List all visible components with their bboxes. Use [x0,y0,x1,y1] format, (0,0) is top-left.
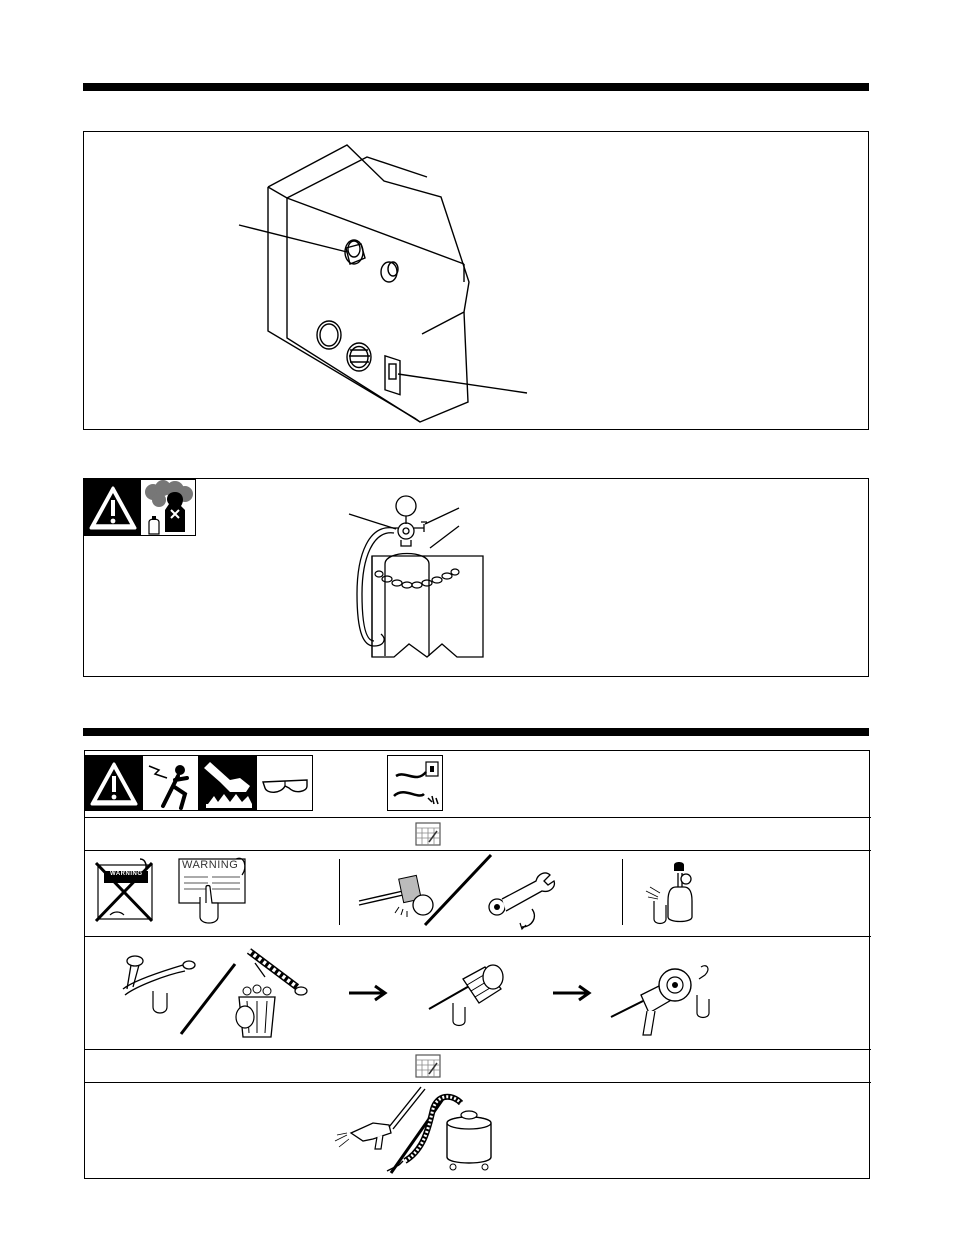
warning-label-text: WARNING [110,871,143,877]
arrow-right-icon [551,983,593,1003]
calendar-icon [415,1054,441,1078]
column-divider [622,859,623,925]
wire-feeder-gun-icon [607,955,717,1045]
disconnect-power-icon [387,755,443,811]
warning-label-text: WARNING [182,859,239,871]
section-rule-maintenance [83,728,869,736]
column-divider [339,859,340,925]
electric-shock-icon [142,755,199,811]
gas-cylinder-panel-box [83,478,869,677]
replace-labels-icon [90,859,156,925]
wrench-tighten-icon [480,863,570,938]
discard-parts-icon [235,947,315,1047]
figure-panel-box [83,131,869,430]
table-divider [85,850,871,851]
console-back-panel-illustration [84,132,870,431]
table-divider [85,936,871,937]
maintenance-table-box [84,750,870,1179]
calendar-icon [415,822,441,846]
table-divider [85,817,871,818]
spray-can-icon [640,857,710,929]
warning-triangle-icon [84,479,140,536]
table-divider [85,1082,871,1083]
safety-glasses-icon [256,755,313,811]
table-divider [85,1049,871,1050]
read-warning-label-icon [178,857,250,927]
fumes-gas-hazard-icon [140,479,196,536]
arrow-right-icon [347,983,389,1003]
gas-cylinder-illustration [339,484,489,664]
hot-parts-icon [199,755,256,811]
warning-triangle-icon [85,755,142,811]
section-rule-top [83,83,869,91]
vacuum-cleaner-icon [385,1085,535,1180]
drive-roll-icon [427,959,517,1039]
